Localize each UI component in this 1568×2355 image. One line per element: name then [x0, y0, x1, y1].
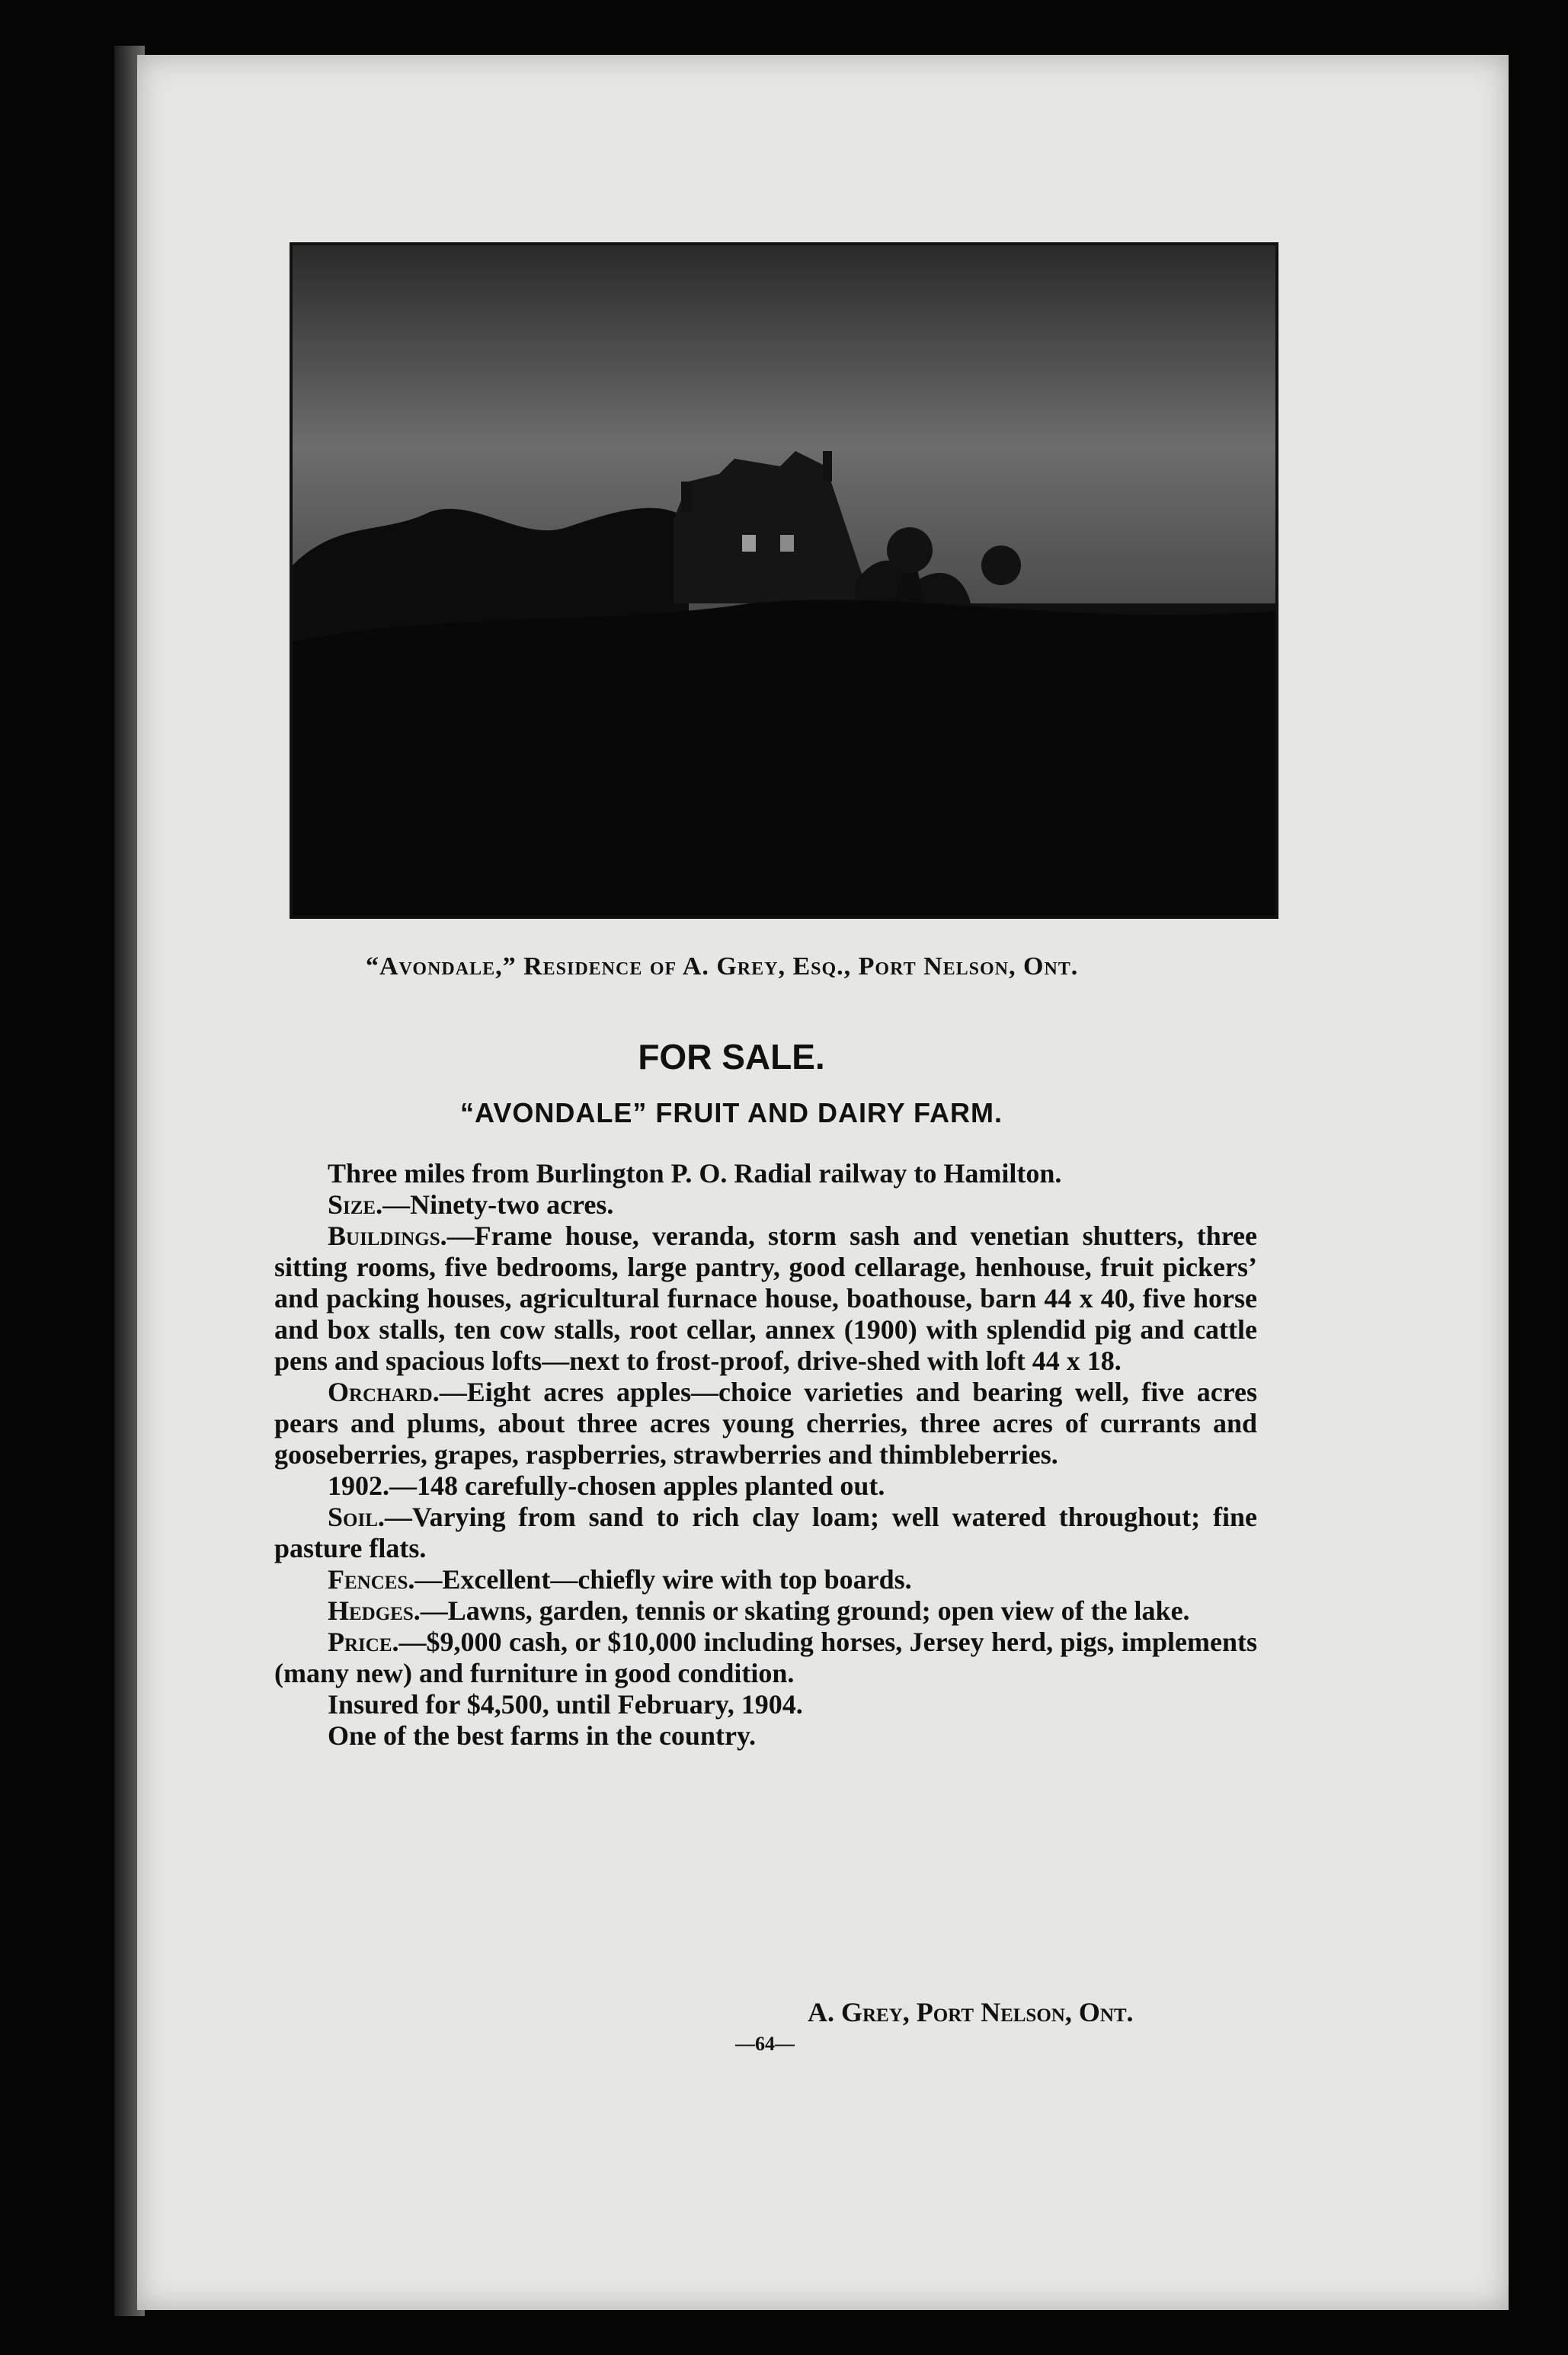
paragraph-label: Buildings.	[328, 1221, 447, 1251]
paragraph-label: Hedges.	[328, 1595, 421, 1626]
paragraph-label: Fences.	[328, 1564, 415, 1595]
paragraph-text: —Varying from sand to rich clay loam; well watered throughout; fine pasture flats.	[274, 1502, 1257, 1563]
listing-paragraph	[274, 1470, 1257, 1502]
paragraph-text: 1902.—148 carefully-chosen apples planted out.	[328, 1470, 885, 1501]
farm-photo-illustration	[293, 245, 1275, 916]
paragraph-label: Soil.	[328, 1502, 385, 1532]
seller-signature: A. Grey, Port Nelson, Ont.	[808, 1997, 1134, 2027]
paragraph-label: Size.	[328, 1189, 383, 1220]
paragraph-text: —Frame house, veranda, storm sash and venetian shutters, three sitting rooms, five bedrooms, large pantry, good cellarage, henhouse, fruit pickers’ and packing houses, agricultural furnace house, boathouse, barn 44 x 40, five horse and box stalls, ten cow stalls, root cellar, annex (1900) with splendid pig and cattle pens and spacious lofts—next to frost-proof, drive-shed with loft 44 x 18.	[274, 1221, 1257, 1376]
paragraph-text: —Excellent—chiefly wire with top boards.	[414, 1564, 912, 1595]
paragraph-label: Orchard.	[328, 1377, 440, 1407]
listing-body	[274, 1158, 1257, 1752]
paragraph-text: —Ninety-two acres.	[382, 1189, 614, 1220]
paragraph-text: —$9,000 cash, or $10,000 including horses, Jersey herd, pigs, implements (many new) and furniture in good condition.	[274, 1627, 1257, 1688]
listing-paragraph	[274, 1189, 1257, 1221]
paragraph-text: Insured for $4,500, until February, 1904.	[328, 1689, 803, 1720]
listing-paragraph	[274, 1377, 1257, 1470]
photo-caption: “Avondale,” Residence of A. Grey, Esq., Port Nelson, Ont.	[366, 952, 1079, 981]
listing-paragraph	[274, 1720, 1257, 1752]
paragraph-text: Three miles from Burlington P. O. Radial railway to Hamilton.	[328, 1158, 1062, 1189]
paragraph-text: —Lawns, garden, tennis or skating ground; open view of the lake.	[420, 1595, 1190, 1626]
listing-paragraph	[274, 1158, 1257, 1189]
for-sale-heading: FOR SALE.	[638, 1037, 825, 1077]
listing-paragraph	[274, 1502, 1257, 1564]
paragraph-text: One of the best farms in the country.	[328, 1720, 756, 1751]
listing-paragraph	[274, 1564, 1257, 1595]
listing-paragraph	[274, 1221, 1257, 1377]
listing-paragraph	[274, 1689, 1257, 1720]
farm-name-heading: “AVONDALE” FRUIT AND DAIRY FARM.	[460, 1097, 1003, 1128]
page-number: —64—	[735, 2033, 795, 2055]
paragraph-text: —Eight acres apples—choice varieties and bearing well, five acres pears and plums, about three acres young cherries, three acres of currants and gooseberries, grapes, raspberries, strawberries and thimbleberries.	[274, 1377, 1257, 1470]
listing-paragraph	[274, 1595, 1257, 1627]
listing-paragraph	[274, 1627, 1257, 1689]
paragraph-label: Price.	[328, 1627, 399, 1657]
farm-residence-photo	[290, 242, 1278, 919]
